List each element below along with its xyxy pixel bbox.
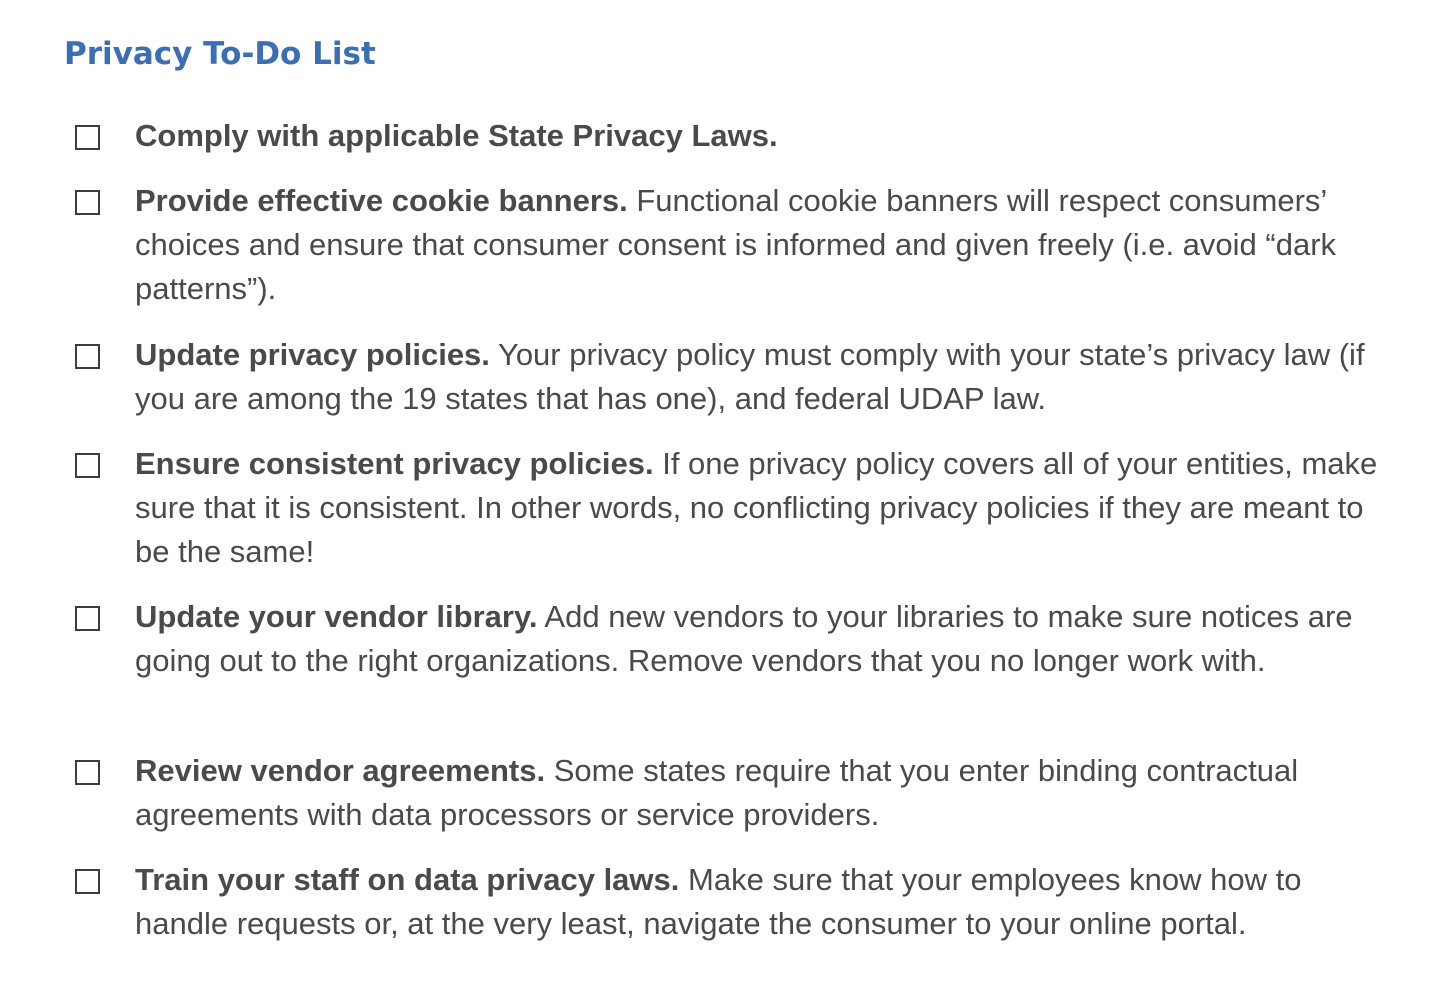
item-text: [135, 114, 1397, 158]
checkbox[interactable]: [75, 869, 100, 894]
item-body: Add new vendors to your libraries to make sure notices are going out to the right organizations. Remove vendors that you no longer work with.: [135, 599, 1353, 678]
item-text: [135, 179, 1397, 311]
item-text: [135, 442, 1397, 574]
item-lead: Review vendor agreements.: [135, 753, 546, 788]
page-title: Privacy To-Do List: [64, 36, 376, 72]
checkbox[interactable]: [75, 125, 100, 150]
checkbox[interactable]: [75, 453, 100, 478]
checkbox[interactable]: [75, 760, 100, 785]
item-body: Make sure that your employees know how to handle requests or, at the very least, navigate the consumer to your online portal.: [135, 862, 1302, 941]
item-text: [135, 595, 1397, 683]
item-body: Your privacy policy must comply with your state’s privacy law (if you are among the 19 states that has one), and federal UDAP law.: [135, 337, 1365, 416]
item-lead: Train your staff on data privacy laws.: [135, 862, 680, 897]
checkbox[interactable]: [75, 606, 100, 631]
checkbox[interactable]: [75, 190, 100, 215]
checkbox[interactable]: [75, 344, 100, 369]
item-lead: Ensure consistent privacy policies.: [135, 446, 654, 481]
item-lead: Comply with applicable State Privacy Laws.: [135, 118, 778, 153]
item-lead: Provide effective cookie banners.: [135, 183, 628, 218]
item-lead: Update privacy policies.: [135, 337, 490, 372]
item-text: [135, 858, 1397, 946]
item-body: Functional cookie banners will respect consumers’ choices and ensure that consumer consent is informed and given freely (i.e. avoid “dark patterns”).: [135, 183, 1337, 306]
item-text: [135, 749, 1397, 837]
item-body: If one privacy policy covers all of your entities, make sure that it is consistent. In other words, no conflicting privacy policies if they are meant to be the same!: [135, 446, 1378, 569]
item-lead: Update your vendor library.: [135, 599, 538, 634]
item-body: Some states require that you enter binding contractual agreements with data processors or service providers.: [135, 753, 1299, 832]
item-text: [135, 333, 1397, 421]
